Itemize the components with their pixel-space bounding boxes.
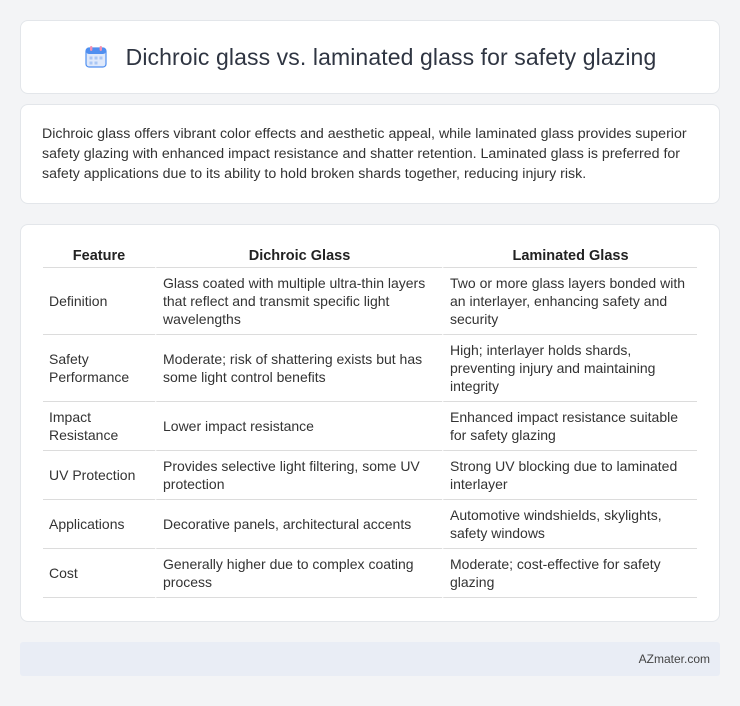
calendar-icon bbox=[84, 45, 108, 69]
summary-card bbox=[20, 104, 720, 204]
title-card bbox=[20, 20, 720, 94]
feature-cell: Applications bbox=[43, 500, 155, 549]
table-row bbox=[43, 451, 697, 500]
footer-bar bbox=[20, 642, 720, 676]
column-header-laminated: Laminated Glass bbox=[442, 245, 697, 268]
laminated-cell: High; interlayer holds shards, preventing injury and maintaining integrity bbox=[442, 335, 697, 402]
column-header-dichroic: Dichroic Glass bbox=[155, 245, 442, 268]
dichroic-cell: Decorative panels, architectural accents bbox=[155, 500, 442, 549]
laminated-cell: Strong UV blocking due to laminated interlayer bbox=[442, 451, 697, 500]
dichroic-cell: Generally higher due to complex coating process bbox=[155, 549, 442, 598]
laminated-cell: Enhanced impact resistance suitable for safety glazing bbox=[442, 402, 697, 451]
table-row bbox=[43, 549, 697, 598]
feature-cell: Cost bbox=[43, 549, 155, 598]
page-title: Dichroic glass vs. laminated glass for safety glazing bbox=[125, 43, 657, 70]
table-header-row bbox=[43, 245, 697, 268]
column-header-feature: Feature bbox=[43, 245, 155, 268]
summary-text: Dichroic glass offers vibrant color effects and aesthetic appeal, while laminated glass provides superior safety glazing with enhanced impact resistance and shatter retention. Laminated glass is preferred for safety applications due to its ability to hold broken shards together, reducing injury risk. bbox=[42, 126, 687, 182]
comparison-table-card bbox=[20, 224, 720, 622]
dichroic-cell: Lower impact resistance bbox=[155, 402, 442, 451]
footer-brand: AZmater.com bbox=[638, 652, 710, 666]
feature-cell: Safety Performance bbox=[43, 335, 155, 402]
dichroic-cell: Moderate; risk of shattering exists but has some light control benefits bbox=[155, 335, 442, 402]
feature-cell: Impact Resistance bbox=[43, 402, 155, 451]
feature-cell: Definition bbox=[43, 268, 155, 335]
table-row bbox=[43, 500, 697, 549]
title-wrap bbox=[84, 44, 657, 71]
laminated-cell: Two or more glass layers bonded with an interlayer, enhancing safety and security bbox=[442, 268, 697, 335]
dichroic-cell: Glass coated with multiple ultra-thin layers that reflect and transmit specific light wavelengths bbox=[155, 268, 442, 335]
table-row bbox=[43, 268, 697, 335]
comparison-table bbox=[43, 245, 697, 598]
feature-cell: UV Protection bbox=[43, 451, 155, 500]
laminated-cell: Moderate; cost-effective for safety glazing bbox=[442, 549, 697, 598]
laminated-cell: Automotive windshields, skylights, safety windows bbox=[442, 500, 697, 549]
table-row bbox=[43, 402, 697, 451]
table-row bbox=[43, 335, 697, 402]
dichroic-cell: Provides selective light filtering, some UV protection bbox=[155, 451, 442, 500]
